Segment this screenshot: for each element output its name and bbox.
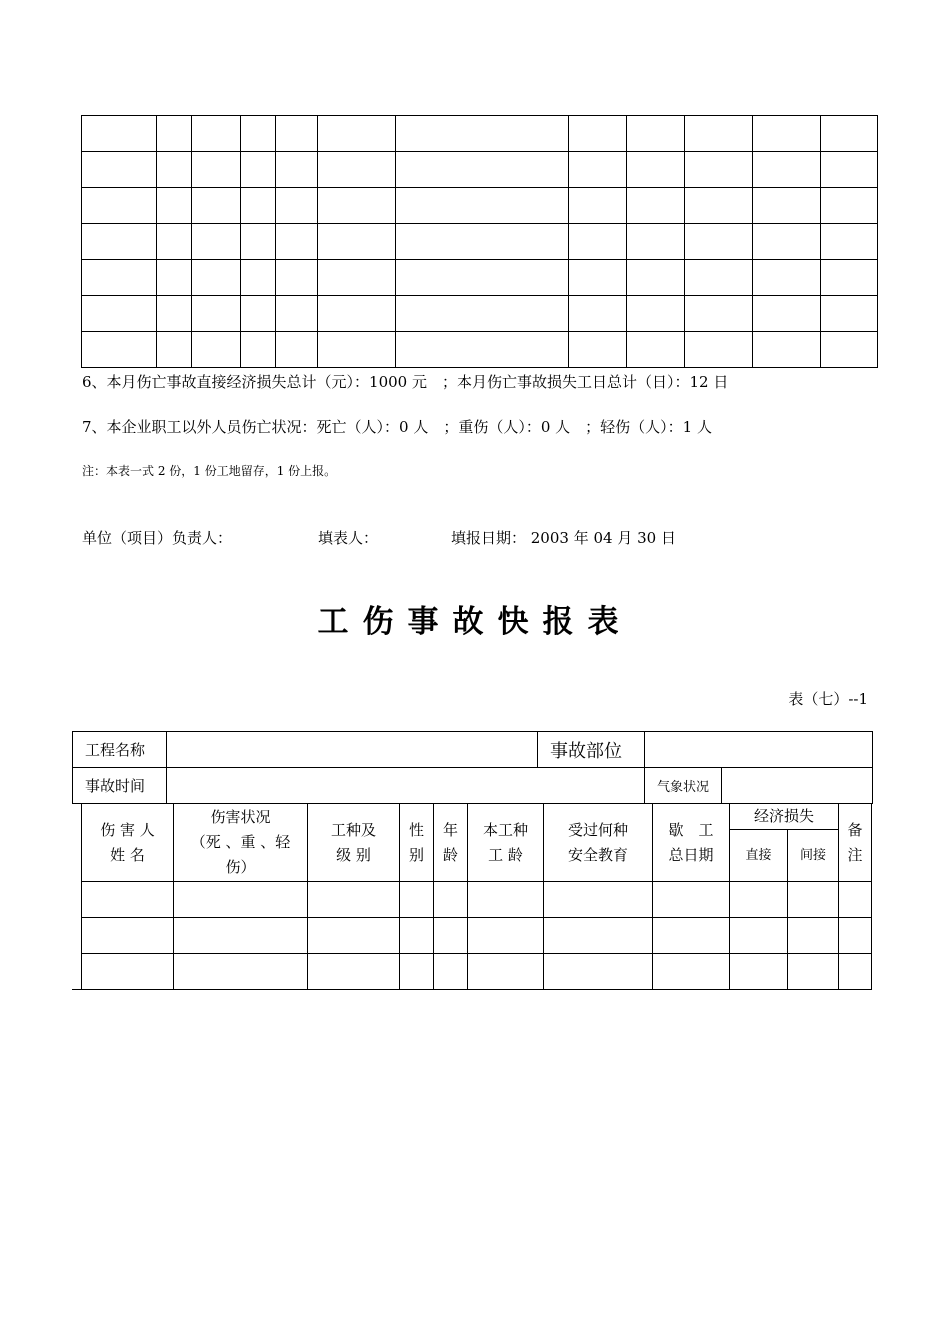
top-table-cell[interactable]: [569, 224, 627, 260]
top-table-cell[interactable]: [627, 224, 685, 260]
note-text: 注：本表一式 2 份，1 份工地留存，1 份上报。: [82, 464, 337, 478]
top-table-cell[interactable]: [627, 296, 685, 332]
top-table-cell[interactable]: [157, 260, 192, 296]
injury-table-cell[interactable]: [174, 918, 308, 954]
header-direct: 直接: [730, 830, 788, 882]
top-table-cell[interactable]: [753, 188, 821, 224]
injury-table-cell[interactable]: [653, 954, 730, 990]
header-econ-loss: 经济损失: [730, 804, 839, 830]
top-table-cell[interactable]: [627, 116, 685, 152]
accident-location-label: 事故部位: [538, 732, 645, 768]
injury-table-cell[interactable]: [308, 918, 400, 954]
header-trade-years: 本工种 工 龄: [468, 804, 544, 882]
top-table-cell[interactable]: [82, 152, 157, 188]
top-table-cell[interactable]: [569, 152, 627, 188]
top-table-cell[interactable]: [192, 116, 241, 152]
top-table-cell[interactable]: [157, 188, 192, 224]
top-table-cell[interactable]: [318, 260, 396, 296]
header-education: 受过何种 安全教育: [544, 804, 653, 882]
top-table-cell[interactable]: [241, 332, 276, 368]
weather-label: 气象状况: [645, 768, 722, 804]
top-table-cell[interactable]: [82, 224, 157, 260]
top-continuation-table: [81, 115, 878, 368]
top-table-cell[interactable]: [821, 152, 878, 188]
top-table-cell[interactable]: [685, 260, 753, 296]
top-table-cell[interactable]: [569, 188, 627, 224]
top-table-row: [82, 260, 878, 296]
top-table-cell[interactable]: [753, 296, 821, 332]
injury-table-cell[interactable]: [434, 918, 468, 954]
injury-table-cell[interactable]: [82, 882, 174, 918]
top-table-cell[interactable]: [753, 224, 821, 260]
injury-table-cell[interactable]: [82, 918, 174, 954]
top-table-cell[interactable]: [276, 116, 318, 152]
top-table-cell[interactable]: [318, 116, 396, 152]
injury-table-cell[interactable]: [544, 882, 653, 918]
top-table-cell[interactable]: [318, 332, 396, 368]
top-table-cell[interactable]: [753, 116, 821, 152]
top-table-cell[interactable]: [627, 152, 685, 188]
top-table-cell[interactable]: [627, 332, 685, 368]
top-table-cell[interactable]: [276, 260, 318, 296]
top-table-cell[interactable]: [192, 188, 241, 224]
top-table-row: [82, 188, 878, 224]
injury-table: [81, 803, 872, 990]
summary-line-6: 6、本月伤亡事故直接经济损失总计（元）：1000 元 ；本月伤亡事故损失工日总计（日）：12 日: [82, 373, 729, 391]
top-table-cell[interactable]: [396, 116, 569, 152]
top-table-cell[interactable]: [685, 296, 753, 332]
injury-table-cell[interactable]: [788, 918, 839, 954]
top-table-row: [82, 296, 878, 332]
top-table-row: [82, 152, 878, 188]
header-sex: 性 别: [400, 804, 434, 882]
top-table-cell[interactable]: [276, 224, 318, 260]
project-name-label: 工程名称: [73, 732, 167, 768]
top-table-cell[interactable]: [821, 260, 878, 296]
top-table-cell[interactable]: [241, 188, 276, 224]
top-table-cell[interactable]: [753, 332, 821, 368]
top-table-cell[interactable]: [685, 152, 753, 188]
injury-table-cell[interactable]: [730, 882, 788, 918]
top-table-cell[interactable]: [685, 332, 753, 368]
header-injury: 伤害状况 （死 、重 、轻 伤）: [174, 804, 308, 882]
top-table-cell[interactable]: [627, 260, 685, 296]
top-table-cell[interactable]: [276, 188, 318, 224]
injury-table-cell[interactable]: [400, 918, 434, 954]
top-table-cell[interactable]: [241, 260, 276, 296]
top-table-cell[interactable]: [276, 296, 318, 332]
top-table-cell[interactable]: [82, 188, 157, 224]
injury-table-cell[interactable]: [788, 882, 839, 918]
top-table-row: [82, 116, 878, 152]
top-table-cell[interactable]: [318, 188, 396, 224]
top-table-cell[interactable]: [82, 116, 157, 152]
top-table-cell[interactable]: [396, 260, 569, 296]
top-table-cell[interactable]: [157, 332, 192, 368]
top-table-cell[interactable]: [192, 332, 241, 368]
top-table-cell[interactable]: [821, 224, 878, 260]
top-table-cell[interactable]: [276, 332, 318, 368]
top-table-cell[interactable]: [241, 296, 276, 332]
top-table-cell[interactable]: [753, 152, 821, 188]
top-table-cell[interactable]: [318, 152, 396, 188]
injury-table-cell[interactable]: [308, 954, 400, 990]
top-table-cell[interactable]: [821, 116, 878, 152]
weather-field[interactable]: [722, 768, 873, 804]
top-table-cell[interactable]: [569, 296, 627, 332]
leader-label: 单位（项目）负责人：: [82, 529, 233, 547]
top-table-cell[interactable]: [318, 224, 396, 260]
injury-table-cell[interactable]: [730, 954, 788, 990]
injury-table-row: [82, 954, 872, 990]
top-table-cell[interactable]: [685, 116, 753, 152]
injury-table-cell[interactable]: [544, 918, 653, 954]
top-table-cell[interactable]: [157, 116, 192, 152]
summary-line-7: 7、本企业职工以外人员伤亡状况：死亡（人）：0 人 ；重伤（人）：0 人 ；轻伤（人）：1 人: [82, 418, 712, 436]
injury-table-cell[interactable]: [468, 918, 544, 954]
injury-table-cell[interactable]: [400, 882, 434, 918]
top-table-cell[interactable]: [82, 260, 157, 296]
top-table-cell[interactable]: [753, 260, 821, 296]
top-table-cell[interactable]: [192, 152, 241, 188]
injury-table-cell[interactable]: [839, 954, 872, 990]
project-name-field[interactable]: [167, 732, 538, 768]
top-table-cell[interactable]: [569, 116, 627, 152]
injury-table-cell[interactable]: [174, 882, 308, 918]
top-table-cell[interactable]: [627, 188, 685, 224]
top-table-cell[interactable]: [241, 116, 276, 152]
report-date: 填报日期： 2003 年 04 月 30 日: [451, 529, 676, 547]
accident-location-field[interactable]: [645, 732, 873, 768]
injury-table-cell[interactable]: [434, 954, 468, 990]
top-table-row: [82, 332, 878, 368]
injury-table-cell[interactable]: [468, 954, 544, 990]
header-age: 年 龄: [434, 804, 468, 882]
injury-table-row: [82, 882, 872, 918]
header-indirect: 间接: [788, 830, 839, 882]
injury-table-cell[interactable]: [730, 918, 788, 954]
top-table-cell[interactable]: [157, 296, 192, 332]
top-table-cell[interactable]: [396, 152, 569, 188]
injury-table-cell[interactable]: [653, 918, 730, 954]
top-table-cell[interactable]: [569, 260, 627, 296]
injury-table-cell[interactable]: [308, 882, 400, 918]
injury-table-cell[interactable]: [400, 954, 434, 990]
accident-time-label: 事故时间: [73, 768, 167, 804]
injury-table-cell[interactable]: [434, 882, 468, 918]
accident-time-field[interactable]: [167, 768, 645, 804]
top-table-cell[interactable]: [569, 332, 627, 368]
header-days-off: 歇 工 总日期: [653, 804, 730, 882]
top-table-cell[interactable]: [396, 296, 569, 332]
top-table-cell[interactable]: [396, 224, 569, 260]
top-table-cell[interactable]: [685, 224, 753, 260]
form-number: 表（七）--1: [788, 690, 868, 708]
top-table-cell[interactable]: [276, 152, 318, 188]
injury-table-cell[interactable]: [82, 954, 174, 990]
injury-table-cell[interactable]: [468, 882, 544, 918]
injury-table-row: [82, 918, 872, 954]
top-table-cell[interactable]: [192, 260, 241, 296]
header-trade: 工种及 级 别: [308, 804, 400, 882]
table-edge-mark: [72, 989, 82, 990]
injury-table-cell[interactable]: [788, 954, 839, 990]
top-table-cell[interactable]: [821, 332, 878, 368]
injury-table-cell[interactable]: [653, 882, 730, 918]
top-table-cell[interactable]: [396, 332, 569, 368]
top-table-cell[interactable]: [318, 296, 396, 332]
header-name: 伤 害 人 姓 名: [82, 804, 174, 882]
top-table-cell[interactable]: [82, 296, 157, 332]
top-table-cell[interactable]: [241, 224, 276, 260]
accident-info-table: [72, 731, 873, 804]
top-table-cell[interactable]: [157, 224, 192, 260]
top-table-cell[interactable]: [396, 188, 569, 224]
injury-table-cell[interactable]: [839, 882, 872, 918]
top-table-cell[interactable]: [241, 152, 276, 188]
filler-label: 填表人：: [318, 529, 379, 547]
top-table-row: [82, 224, 878, 260]
header-remarks: 备 注: [839, 804, 872, 882]
top-table-cell[interactable]: [821, 296, 878, 332]
top-table-cell[interactable]: [192, 224, 241, 260]
top-table-cell[interactable]: [157, 152, 192, 188]
top-table-cell[interactable]: [821, 188, 878, 224]
injury-table-cell[interactable]: [544, 954, 653, 990]
top-table-cell[interactable]: [685, 188, 753, 224]
injury-table-cell[interactable]: [839, 918, 872, 954]
top-table-cell[interactable]: [82, 332, 157, 368]
top-table-cell[interactable]: [192, 296, 241, 332]
injury-table-cell[interactable]: [174, 954, 308, 990]
form-title: 工伤事故快报表: [317, 604, 633, 640]
